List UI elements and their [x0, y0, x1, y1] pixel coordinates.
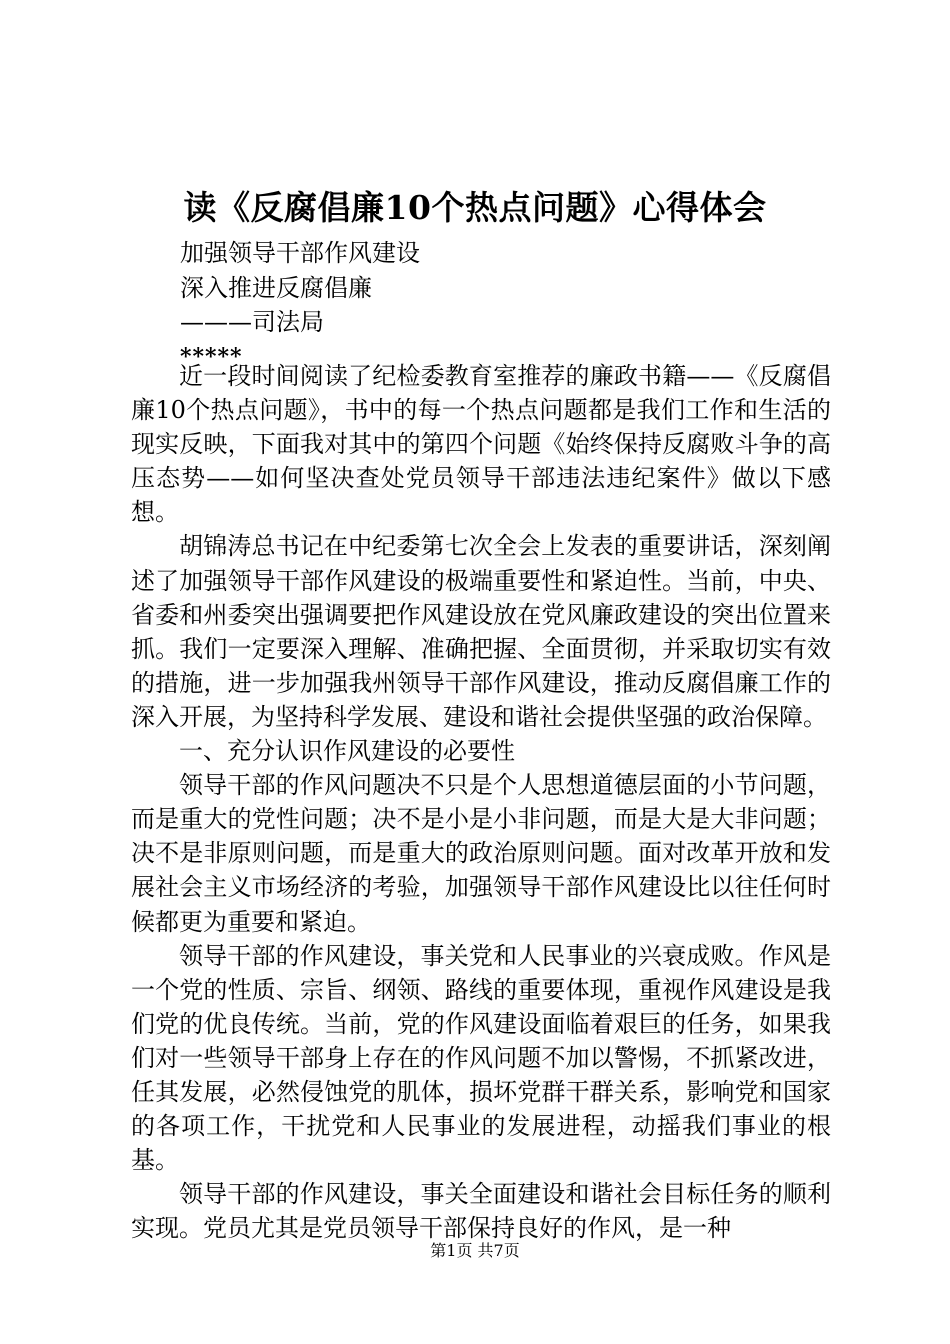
author-line: ———司法局 — [180, 308, 324, 336]
paragraph: 领导干部的作风问题决不只是个人思想道德层面的小节问题，而是重大的党性问题；决不是小是小非问题，而是大是大非问题；决不是非原则问题，而是重大的政治原则问题。面对改革开放和发展社会主义市场经济的考验，加强领导干部作风建设比以往任何时候都更为重要和紧迫。 — [131, 771, 831, 936]
document-title: 读《反腐倡廉10个热点问题》心得体会 — [183, 188, 767, 227]
section-heading: 一、充分认识作风建设的必要性 — [179, 737, 515, 766]
subheading-block — [180, 236, 830, 374]
paragraph: 领导干部的作风建设，事关全面建设和谐社会目标任务的顺利实现。党员尤其是党员领导干部保持良好的作风，是一种 — [131, 1180, 831, 1243]
paragraph: 领导干部的作风建设，事关党和人民事业的兴衰成败。作风是一个党的性质、宗旨、纲领、路线的重要体现，重视作风建设是我们党的优良传统。当前，党的作风建设面临着艰巨的任务，如果我们对一些领导干部身上存在的作风问题不加以警惕，不抓紧改进，任其发展，必然侵蚀党的肌体，损坏党群干群关系，影响党和国家的各项工作，干扰党和人民事业的发展进程，动摇我们事业的根基。 — [131, 941, 831, 1175]
paragraph: 胡锦涛总书记在中纪委第七次全会上发表的重要讲话，深刻阐述了加强领导干部作风建设的极端重要性和紧迫性。当前，中央、省委和州委突出强调要把作风建设放在党风廉政建设的突出位置来抓。我们一定要深入理解、准确把握、全面贯彻，并采取切实有效的措施，进一步加强我州领导干部作风建设，推动反腐倡廉工作的深入开展，为坚持科学发展、建设和谐社会提供坚强的政治保障。 — [131, 532, 831, 731]
separator-stars: ***** — [180, 343, 243, 370]
paragraph: 近一段时间阅读了纪检委教育室推荐的廉政书籍——《反腐倡廉10个热点问题》，书中的每一个热点问题都是我们工作和生活的现实反映，下面我对其中的第四个问题《始终保持反腐败斗争的高压态势——如何坚决查处党员领导干部违法违纪案件》做以下感想。 — [131, 362, 831, 527]
subheading-line: 深入推进反腐倡廉 — [180, 273, 372, 302]
page-number-footer: 第1页 共7页 — [430, 1241, 520, 1260]
body-text — [131, 359, 831, 1245]
subheading-line: 加强领导干部作风建设 — [180, 239, 420, 267]
